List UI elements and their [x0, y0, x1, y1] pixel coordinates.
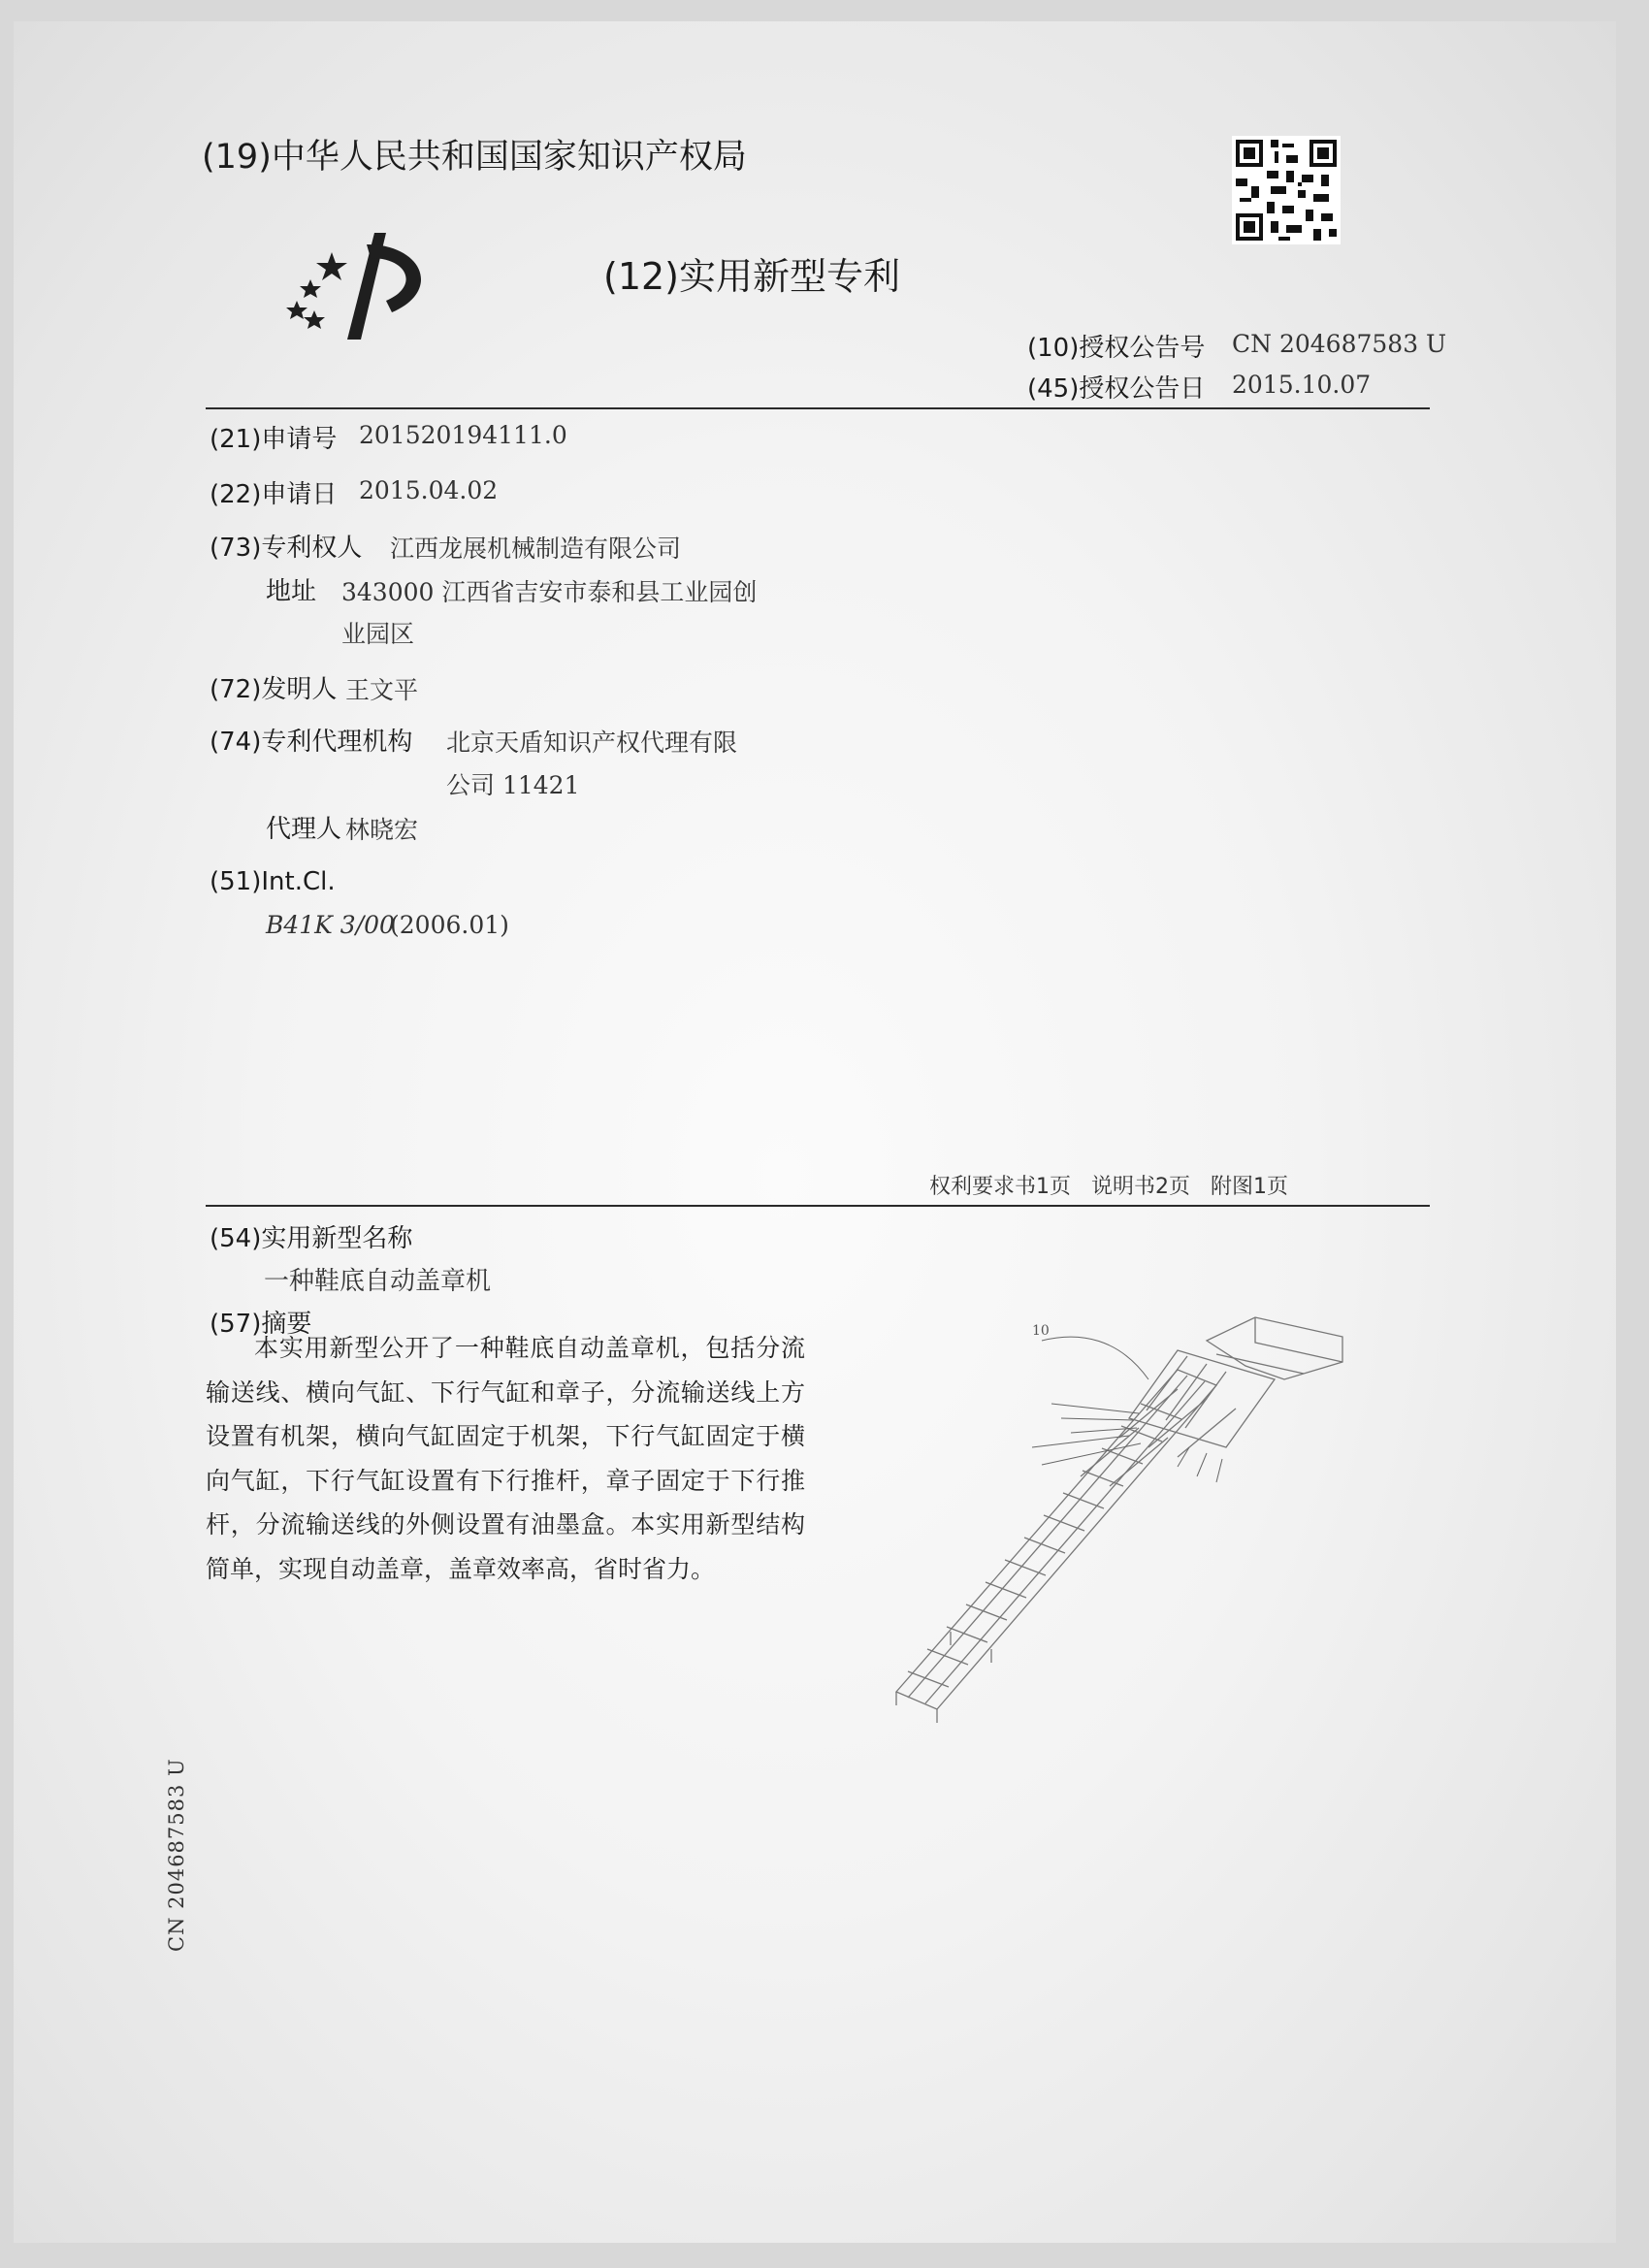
- address-line-2: 业园区: [341, 620, 415, 648]
- abstract-label: (57)摘要: [210, 1310, 312, 1339]
- patent-page: [14, 21, 1616, 2243]
- agency-label: (74)专利代理机构: [210, 728, 413, 757]
- address-line-1: 343000 江西省吉安市泰和县工业园创: [341, 578, 758, 606]
- intcl-year: (2006.01): [390, 911, 509, 939]
- inventor-label: (72)发明人: [210, 675, 338, 704]
- intcl-label: (51)Int.Cl.: [210, 867, 336, 896]
- conveyor-drawing: [887, 1312, 1372, 1729]
- pub-date: 2015.10.07: [1232, 371, 1372, 399]
- pub-date-label: (45)授权公告日: [1027, 374, 1206, 404]
- app-number: 201520194111.0: [359, 421, 567, 449]
- office-heading: (19)中华人民共和国国家知识产权局: [202, 138, 747, 177]
- patentee-label: (73)专利权人: [210, 534, 363, 563]
- qr-code: [1232, 136, 1341, 244]
- pages-info: 权利要求书1页 说明书2页 附图1页: [929, 1175, 1288, 1199]
- patentee: 江西龙展机械制造有限公司: [390, 535, 682, 563]
- middle-rule: [206, 1205, 1430, 1207]
- agency-line-2: 公司 11421: [446, 771, 580, 799]
- document-type: (12)实用新型专利: [603, 255, 901, 298]
- header-rule: [206, 407, 1430, 409]
- pub-number-label: (10)授权公告号: [1027, 334, 1206, 363]
- app-number-label: (21)申请号: [210, 425, 338, 454]
- agent-label: 代理人: [266, 815, 342, 844]
- inventor: 王文平: [345, 676, 419, 704]
- cnipa-logo: [277, 223, 442, 349]
- title-label: (54)实用新型名称: [210, 1224, 413, 1253]
- side-publication-number: CN 204687583 U: [165, 1758, 188, 1952]
- agency-line-1: 北京天盾知识产权代理有限: [446, 729, 738, 757]
- app-date-label: (22)申请日: [210, 480, 338, 509]
- pub-number: CN 204687583 U: [1232, 330, 1447, 358]
- address-label: 地址: [266, 577, 317, 606]
- abstract-text: 本实用新型公开了一种鞋底自动盖章机，包括分流输送线、横向气缸、下行气缸和章子，分流输送线上方设置有机架，横向气缸固定于机架，下行气缸固定于横向气缸，下行气缸设置有下行推杆，章子固定于下行推杆，分流输送线的外侧设置有油墨盒。本实用新型结构简单，实现自动盖章，盖章效率高，省时省力。: [206, 1334, 805, 1583]
- app-date: 2015.04.02: [359, 476, 499, 504]
- utility-model-title: 一种鞋底自动盖章机: [264, 1267, 492, 1296]
- intcl-code: B41K 3/00: [266, 911, 395, 939]
- agent: 林晓宏: [345, 816, 419, 844]
- drawing-callout-10: 10: [1032, 1323, 1050, 1339]
